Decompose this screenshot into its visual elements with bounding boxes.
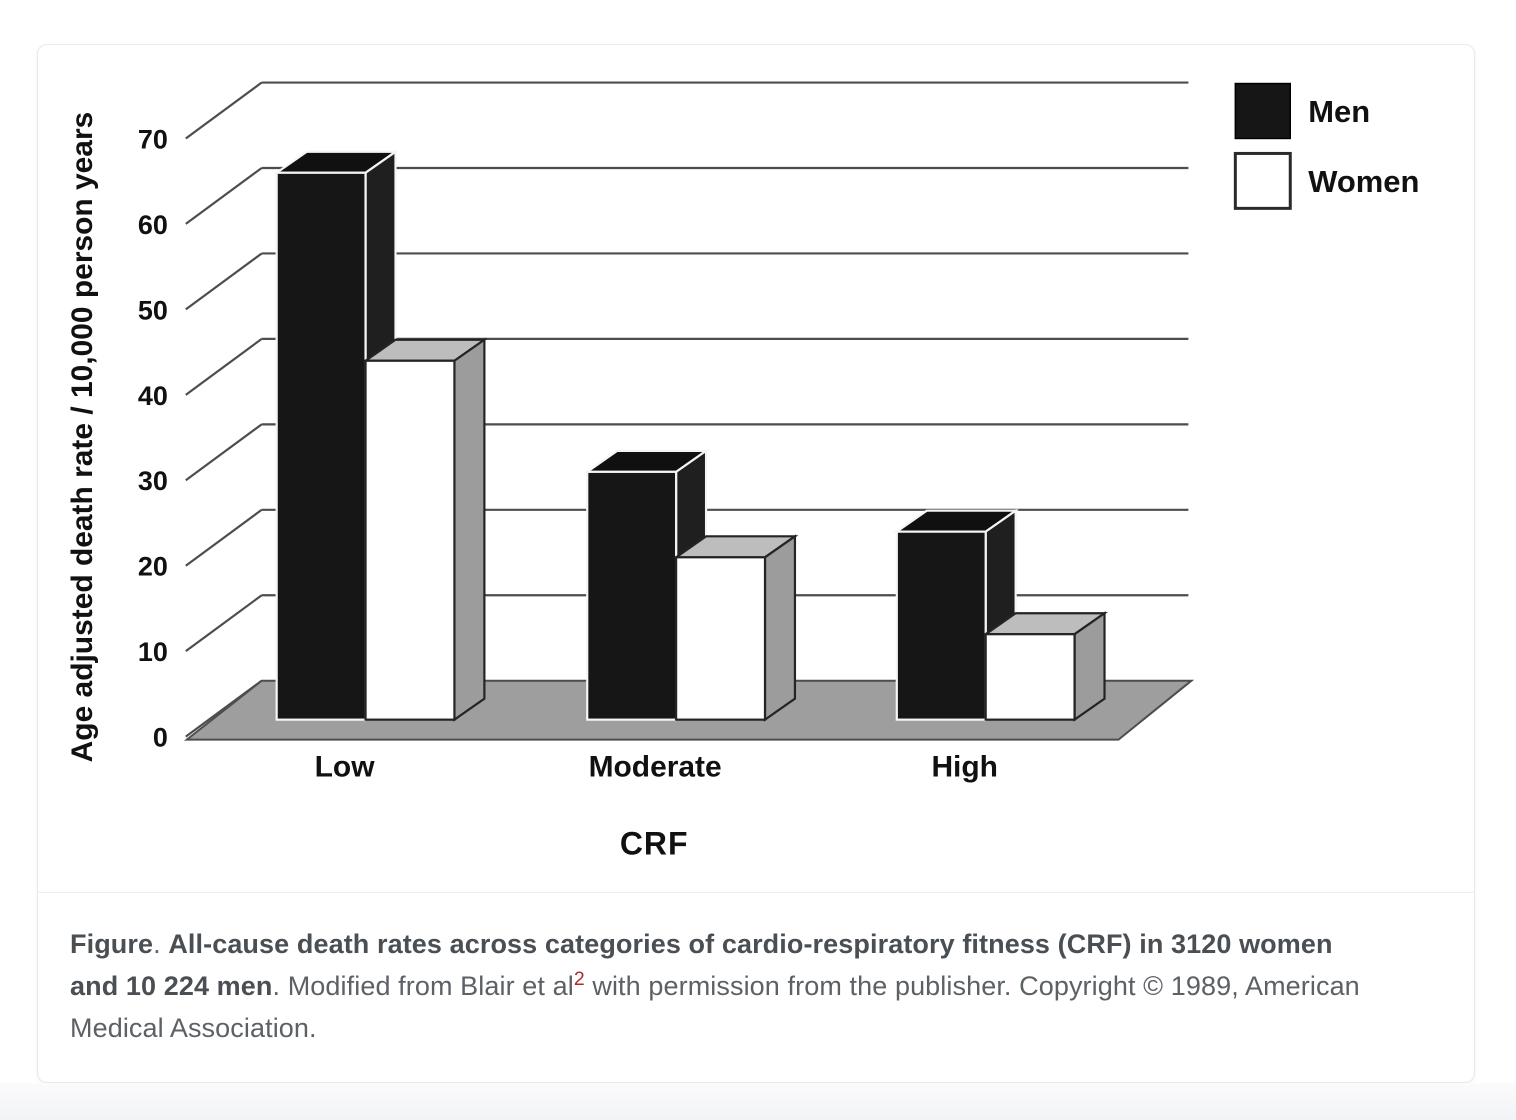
card-divider — [38, 892, 1474, 893]
y-tick-label-20: 20 — [137, 551, 168, 582]
y-tick-diagonal-40 — [186, 339, 262, 395]
y-tick-diagonal-70 — [186, 83, 262, 139]
caption-reference-sup[interactable]: 2 — [573, 968, 585, 990]
y-tick-label-10: 10 — [137, 637, 168, 668]
caption-text: . — [153, 929, 169, 959]
y-tick-label-50: 50 — [137, 295, 168, 326]
y-tick-label-40: 40 — [137, 380, 168, 411]
y-tick-diagonal-20 — [186, 510, 262, 566]
y-tick-label-60: 60 — [137, 209, 168, 240]
legend — [1235, 84, 1419, 209]
category-label-low: Low — [314, 750, 375, 784]
y-tick-diagonal-30 — [186, 424, 262, 480]
legend-swatch-men — [1235, 84, 1290, 139]
category-label-high: High — [931, 750, 998, 784]
y-axis-title: Age adjusted death rate / 10,000 person years — [65, 111, 99, 763]
legend-label-women: Women — [1308, 163, 1420, 199]
caption-bold-text: All-cause death rates across categories of cardio-respiratory fitness (CRF) in 3120 women and 10 224 men — [70, 929, 1333, 1001]
caption-text: . Modified from Blair et al — [272, 971, 574, 1001]
bar-women-moderate — [676, 536, 795, 719]
bar-women-low — [366, 340, 485, 720]
y-axis-ticks — [138, 124, 168, 752]
y-tick-label-70: 70 — [137, 124, 168, 155]
caption-text: with permission from the publisher. Copyright © 1989, American Medical Association. — [70, 971, 1360, 1043]
bar-women-high — [986, 613, 1105, 719]
figure-caption — [70, 923, 1382, 1049]
chart-area — [38, 45, 1474, 892]
y-tick-diagonal-50 — [186, 253, 262, 309]
y-tick-diagonal-60 — [186, 168, 262, 224]
x-axis-title: CRF — [619, 825, 689, 862]
y-tick-label-0: 0 — [152, 722, 168, 753]
bars — [277, 152, 1105, 720]
caption-bold-text: Figure — [70, 929, 154, 959]
category-label-moderate: Moderate — [588, 750, 722, 784]
legend-label-men: Men — [1308, 93, 1371, 129]
page-bottom-strip — [0, 1083, 1516, 1120]
y-tick-diagonal-10 — [186, 595, 262, 651]
legend-swatch-women — [1235, 153, 1290, 208]
y-tick-label-30: 30 — [137, 466, 168, 497]
figure-card — [37, 44, 1475, 1083]
bar-chart-3d — [38, 45, 1474, 892]
